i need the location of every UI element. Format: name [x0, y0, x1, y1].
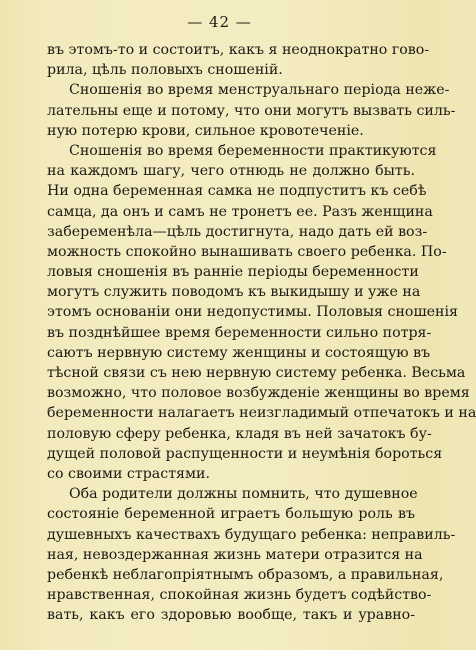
text-line: Сношенiя во время менструальнаго перiода нежe- — [69, 82, 450, 99]
text-line: могутъ служить поводомъ къ выкидышу и уже на — [47, 284, 421, 301]
text-line: саютъ нервную систему женщины и состоящую въ — [47, 344, 431, 361]
text-line: вать, какъ его здоровью вообще, такъ и уравно- — [47, 607, 415, 624]
text-line: ребенкѣ неблагопрiятнымъ образомъ, а правильная, — [47, 566, 444, 583]
text-line: Сношенiя во время беременности практикуются — [69, 142, 437, 159]
text-line: душевныхъ качествахъ будущаго ребенка: неправиль- — [47, 526, 456, 543]
text-line: дущей половой распущенности и неумѣнiя бороться — [47, 445, 443, 462]
text-line: тѣсной связи съ нею нервную систему ребенка. Весьма — [47, 365, 466, 381]
text-line: на каждомъ шагу, чего отнюдь не должно быть. — [47, 163, 415, 180]
text-line: можность спокойно вынашивать своего ребенка. По- — [47, 243, 447, 260]
text-line: ную потерю крови, сильное кровотеченiе. — [47, 122, 364, 139]
text-line: забеременѣла—цѣль достигнута, надо дать ей воз- — [47, 223, 428, 240]
text-line: самца, да онъ и самъ не тронетъ ее. Разъ женщина — [47, 203, 433, 220]
text-line: возможно, что половое возбужденiе женщины во время — [47, 385, 470, 402]
text-line: состоянiе беременной играетъ большую роль въ — [47, 506, 415, 523]
text-line: въ этомъ-то и состоитъ, какъ я неоднократно гово- — [47, 42, 430, 58]
text-line: рила, цѣль половыхъ сношенiй. — [47, 62, 283, 79]
text-line: Ни одна беременная самка не подпуститъ къ себѣ — [47, 183, 427, 200]
text-line: ловыя сношенiя въ раннiе перiоды беременности — [47, 264, 419, 281]
page-number: — 42 — — [187, 13, 252, 31]
page-body-text — [47, 40, 476, 625]
text-line: Оба родители должны помнить, что душевное — [69, 486, 418, 503]
text-line: половую сферу ребенка, кладя въ ней зачатокъ бу- — [47, 425, 432, 442]
text-line: лательны еще и потому, что они могутъ вызвать силь- — [47, 102, 456, 119]
text-line: со своими страстями. — [47, 465, 211, 482]
text-line: этомъ основанiи они недопустимы. Половыя сношенiя — [47, 304, 458, 321]
text-line: въ позднѣйшее время беременности сильно потря- — [47, 324, 432, 341]
text-line: ная, невоздержанная жизнь матери отразится на — [47, 546, 423, 563]
text-line: беременности налагаетъ неизгладимый отпечатокъ и на — [47, 405, 476, 422]
text-line: нравственная, спокойная жизнь будетъ содѣйство- — [47, 587, 432, 604]
